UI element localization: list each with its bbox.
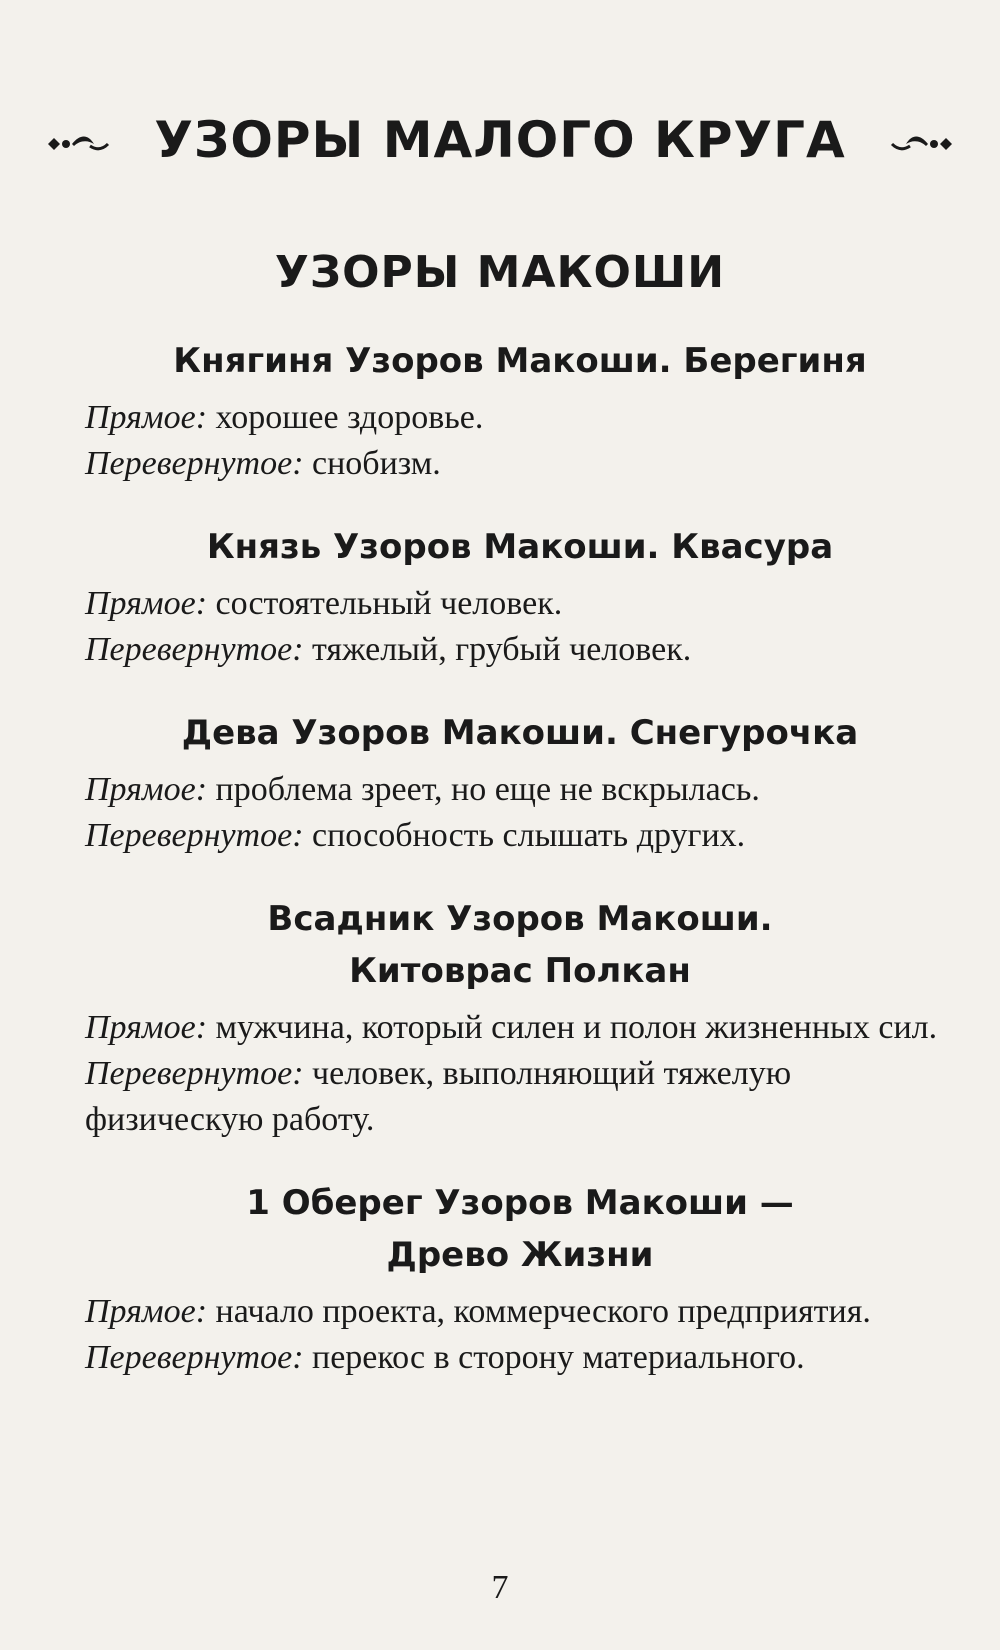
section-title: УЗОРЫ МАКОШИ: [274, 247, 726, 298]
entry-reversed: Перевернутое: снобизм.: [85, 445, 441, 482]
entry-title: Княгиня Узоров Макоши. Берегиня: [173, 341, 867, 381]
entry: [85, 521, 955, 673]
entry: [85, 707, 955, 859]
entry-reversed: Перевернутое: человек, выполняющий тяжелую физическую работу.: [85, 1055, 792, 1138]
page-number: 7: [491, 1569, 509, 1606]
entry-direct: Прямое: проблема зреет, но еще не вскрылась.: [85, 771, 760, 808]
entry-title: Всадник Узоров Макоши. Китоврас Полкан: [267, 899, 773, 991]
entry: [85, 335, 955, 487]
entry-direct: Прямое: состоятельный человек.: [85, 585, 563, 622]
entry-title: Дева Узоров Макоши. Снегурочка: [181, 713, 859, 753]
entry-title: Князь Узоров Макоши. Квасура: [206, 527, 834, 567]
chapter-heading: [0, 110, 1000, 170]
entry-direct: Прямое: хорошее здоровье.: [85, 399, 484, 436]
entry: [85, 1177, 955, 1381]
entries-list: [85, 335, 955, 1415]
entry-reversed: Перевернутое: тяжелый, грубый человек.: [85, 631, 692, 668]
ornament-left-icon: [44, 132, 114, 156]
entry-reversed: Перевернутое: перекос в сторону материального.: [85, 1339, 805, 1376]
entry: [85, 893, 955, 1143]
entry-reversed: Перевернутое: способность слышать других.: [85, 817, 746, 854]
entry-title: 1 Оберег Узоров Макоши — Древо Жизни: [246, 1183, 794, 1275]
chapter-title: УЗОРЫ МАЛОГО КРУГА: [154, 111, 846, 169]
entry-direct: Прямое: мужчина, который силен и полон жизненных сил.: [85, 1009, 938, 1046]
entry-direct: Прямое: начало проекта, коммерческого предприятия.: [85, 1293, 871, 1330]
ornament-right-icon: [886, 132, 956, 156]
